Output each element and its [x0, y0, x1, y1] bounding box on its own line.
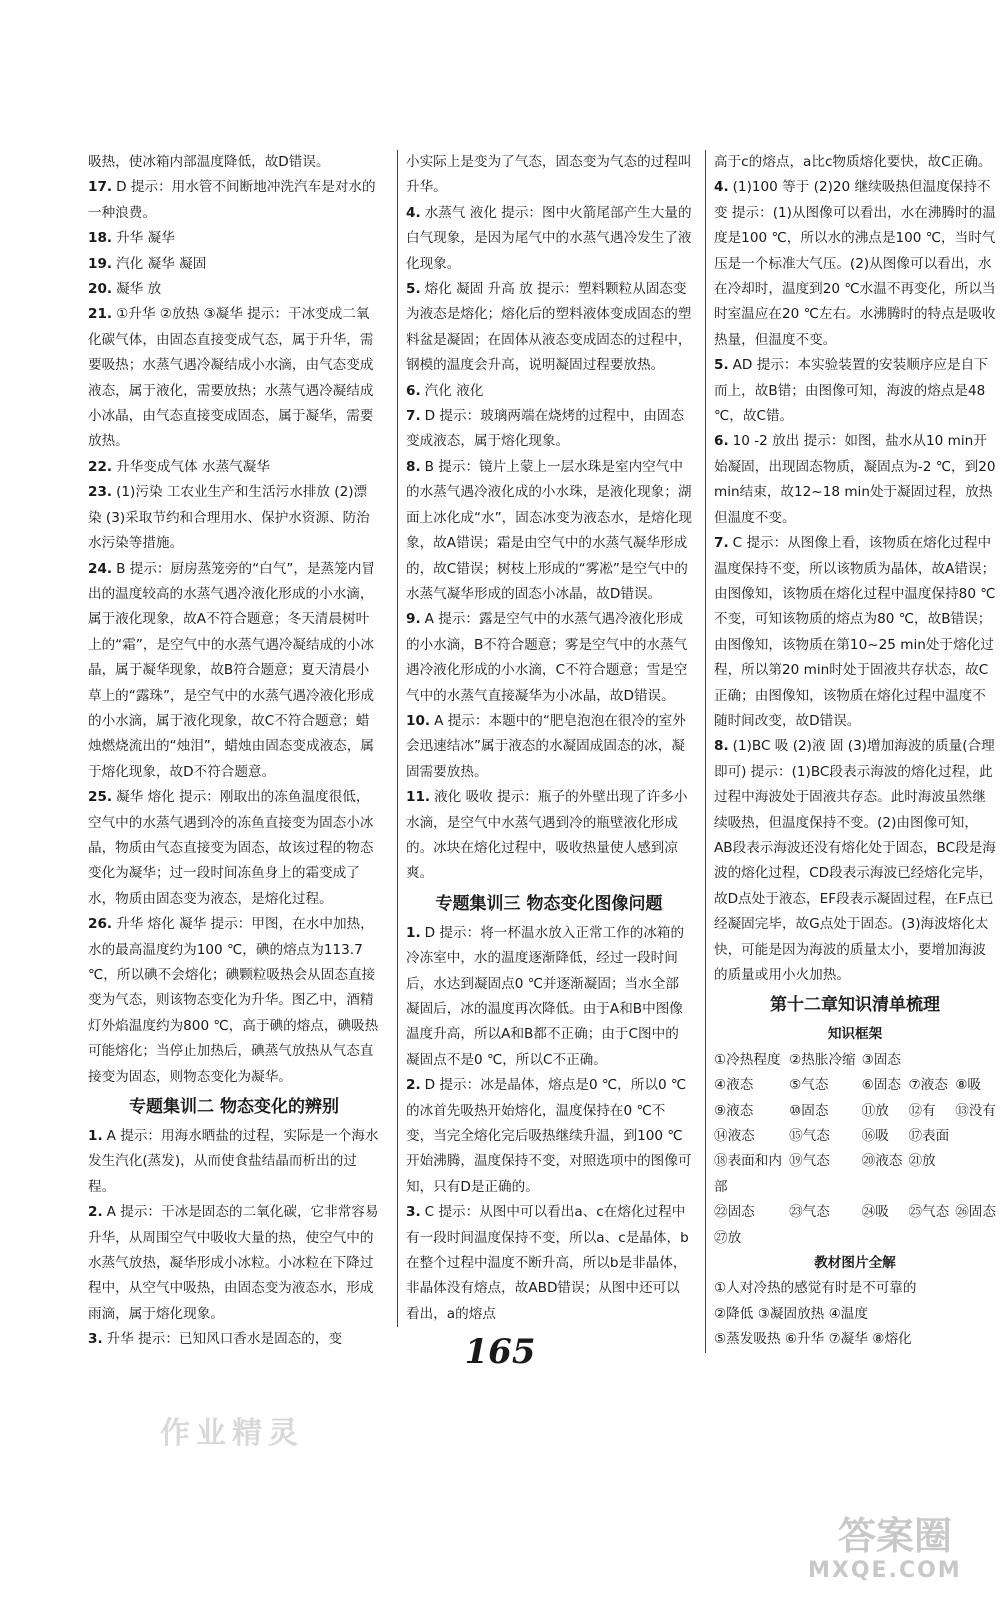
grid-cell: ㉗放: [714, 1229, 742, 1246]
item-text: B 提示：厨房蒸笼旁的“白气”，是蒸笼内冒出的温度较高的水蒸气遇冷液化形成的小水滴，属于液化现象，故A不符合题意；冬天清晨树叶上的“霜”，是空气中的水蒸气遇冷凝结成的小冰晶，属于凝华现象，故B符合题意；夏天清晨小草上的“露珠”，是空气中的水蒸气遇冷液化形成的小水滴，属于液化现象，故C不符合题意；蜡烛燃烧流出的“烛泪”，蜡烛由固态变成液态，属于熔化现象，故D不符合题意。: [88, 560, 375, 780]
answer-item: [714, 734, 996, 988]
item-number: 5.: [406, 281, 421, 298]
answer-item: [406, 379, 692, 404]
grid-cell: ⑨液态: [714, 1102, 754, 1119]
answer-item: [714, 150, 996, 175]
grid-cell: ⑦液态: [908, 1077, 948, 1094]
grid-cell: ⑥固态: [861, 1077, 902, 1094]
item-number: 17.: [88, 179, 113, 196]
answer-item: [88, 912, 380, 1090]
answer-item: [88, 277, 380, 302]
watermark-zuoye: 作业精灵: [160, 1416, 304, 1451]
item-text: 高于c的熔点，a比c物质熔化要快，故C正确。: [714, 154, 992, 170]
item-text: 水蒸气 液化 提示：图中火箭尾部产生大量的白气现象，是因为尾气中的水蒸气遇冷发生了液化现象。: [406, 204, 692, 272]
section-title: 专题集训二 物态变化的辨别: [129, 1097, 339, 1118]
answer-item: [406, 1200, 692, 1327]
answer-item: [406, 709, 692, 785]
item-number: 1.: [406, 924, 421, 941]
item-text: ②降低 ③凝固放热 ④温度: [714, 1305, 868, 1322]
answer-item: [88, 175, 380, 226]
grid-cell: ㉓气态: [789, 1204, 830, 1221]
grid-cell: ①冷热程度: [714, 1051, 781, 1068]
answer-item: [88, 1124, 380, 1200]
answer-item: [406, 607, 692, 709]
knowledge-grid: [714, 1048, 996, 1251]
grid-cell: ㉑放: [908, 1153, 936, 1170]
item-text: 汽化 凝华 凝固: [116, 255, 207, 272]
item-text: (1)BC 吸 (2)液 固 (3)增加海波的质量(合理即可) 提示：(1)BC段表示海波的熔化过程，此过程中海波处于固液共存态。此时海波虽然继续吸热，但温度保持不变。(2)由图像可知，AB段表示海波还没有熔化处于固态，BC段是海波的熔化过程，CD段表示海波已经熔化完毕，故D点处于液态，EF段表示凝固过程，在F点已经凝固完毕，故G点处于固态。(3)海波熔化太快，可能是因为海波的质量太小，要增加海波的质量或用小火加热。: [714, 738, 996, 983]
item-text: C 提示：从图像上看，该物质在熔化过程中温度保持不变，所以该物质为晶体，故A错误；由图像知，该物质在熔化过程中温度保持80 ℃不变，可知该物质的熔点为80 ℃，故B错误；由图像知，该物质在第10~25 min处于熔化过程，所以第20 min时处于固液共存状态，故C正确；由图像知，该物质在熔化过程中温度不随时间改变，故D错误。: [714, 535, 996, 729]
answer-item: [88, 1200, 380, 1327]
grid-cell: ㉖固态: [955, 1204, 996, 1221]
grid-cell: ⑮气态: [789, 1128, 830, 1145]
answer-item: [406, 921, 692, 1073]
item-number: 3.: [406, 1204, 421, 1221]
item-number: 10.: [406, 712, 431, 729]
answer-item: [88, 455, 380, 480]
subsection-title: 知识框架: [827, 1026, 883, 1043]
answer-item: [714, 1327, 996, 1352]
item-number: 4.: [714, 179, 729, 196]
item-number: 3.: [88, 1331, 103, 1348]
grid-cell: [908, 1048, 949, 1073]
answer-item: [406, 1073, 692, 1200]
grid-cell: ⑪放: [861, 1102, 889, 1119]
answer-item: [714, 175, 996, 353]
answer-item: [714, 353, 996, 429]
answer-item: [714, 531, 996, 734]
grid-cell: [955, 1124, 996, 1149]
item-text: A 提示：本题中的“肥皂泡泡在很冷的室外会迅速结冰”属于液态的水凝固成固态的冰，凝固需要放热。: [406, 712, 686, 780]
grid-cell: ⑰表面: [908, 1128, 950, 1145]
answer-item: [88, 252, 380, 277]
item-text: 小实际上是变为了气态，固态变为气态的过程叫升华。: [406, 154, 692, 196]
item-text: 熔化 凝固 升高 放 提示：塑料颗粒从固态变为液态是熔化；熔化后的塑料液体变成固态的塑料盆是凝固；在固体从液态变成固态的过程中，钢模的温度会升高，说明凝固过程要放热。: [406, 281, 692, 374]
item-number: 25.: [88, 789, 113, 806]
item-text: 凝华 熔化 提示：刚取出的冻鱼温度很低，空气中的水蒸气遇到冷的冻鱼直接变为固态小冰晶，物质由气态直接变为固态，故该过程的物态变化为凝华；过一段时间冻鱼身上的霜变成了水，物质由固态变为液态，是熔化过程。: [88, 789, 374, 907]
item-number: 20.: [88, 281, 113, 298]
item-number: 8.: [406, 458, 421, 475]
item-number: 7.: [714, 535, 729, 552]
item-number: 2.: [88, 1204, 103, 1221]
answer-item: [88, 785, 380, 912]
item-number: 9.: [406, 611, 421, 628]
section-title: 第十二章知识清单梳理: [770, 995, 940, 1016]
grid-cell: ⑤气态: [789, 1077, 829, 1094]
item-text: D 提示：冰是晶体，熔点是0 ℃，所以0 ℃的冰首先吸热开始熔化，温度保持在0 ℃不变，当完全熔化完后吸热继续升温，到100 ℃开始沸腾，温度保持不变，对照选项中的图像可知，只有D是正确的。: [406, 1077, 692, 1195]
grid-cell: ⑱表面和内部: [714, 1153, 782, 1195]
item-text: A 提示：用海水晒盐的过程，实际是一个海水发生汽化(蒸发)，从而使食盐结晶而析出的过程。: [88, 1128, 379, 1195]
answer-item: [406, 277, 692, 379]
item-text: 升华 熔化 凝华 提示：甲图，在水中加热，水的最高温度约为100 ℃，碘的熔点为113.7 ℃，所以碘不会熔化；碘颗粒吸热会从固态直接变为气态，则该物态变化为升华。图乙中，酒精灯外焰温度约为800 ℃，高于碘的熔点，碘吸热可能熔化；当停止加热后，碘蒸气放热从气态直接变为固态，则物态变化为凝华。: [88, 916, 379, 1085]
grid-cell: ㉔吸: [861, 1204, 889, 1221]
grid-cell: ⑬没有: [955, 1102, 996, 1119]
answer-item: [714, 429, 996, 531]
item-number: 24.: [88, 560, 113, 577]
grid-cell: ③固态: [861, 1051, 902, 1068]
item-text: AD 提示：本实验装置的安装顺序应是自下而上，故B错；由图像可知，海波的熔点是48 ℃，故C错。: [714, 357, 988, 425]
answer-column-left: [88, 150, 380, 1353]
grid-cell: ㉕气态: [908, 1204, 950, 1221]
answer-item: [714, 1302, 996, 1327]
answer-item: [88, 557, 380, 786]
watermark-url: MXQE.COM: [808, 1558, 962, 1583]
item-number: 23.: [88, 484, 113, 501]
grid-cell: [908, 1226, 949, 1251]
item-text: 汽化 液化: [424, 382, 484, 399]
item-number: 4.: [406, 204, 421, 221]
grid-cell: ㉒固态: [714, 1204, 755, 1221]
item-text: (1)100 等于 (2)20 继续吸热但温度保持不变 提示：(1)从图像可以看出，水在沸腾时的温度是100 ℃，所以水的沸点是100 ℃，当时气压是一个标准大气压。(2)从图像可以看出，水在冷却时，温度到20 ℃水温不再变化，所以当时室温应在20 ℃左右。水沸腾时的特点是吸收热量，但温度不变。: [714, 179, 996, 348]
item-text: 液化 吸收 提示：瓶子的外壁出现了许多小水滴，是空气中水蒸气遇到冷的瓶壁液化形成的。冰块在熔化过程中，吸收热量使人感到凉爽。: [406, 789, 688, 882]
item-text: D 提示：用水管不间断地冲洗汽车是对水的一种浪费。: [88, 179, 376, 221]
item-number: 21.: [88, 306, 113, 323]
answer-item: [88, 150, 380, 175]
item-number: 7.: [406, 408, 421, 425]
grid-cell: ⑫有: [908, 1102, 936, 1119]
item-number: 6.: [406, 382, 421, 399]
grid-cell: ④液态: [714, 1077, 754, 1094]
answer-item: [406, 404, 692, 455]
item-number: 8.: [714, 738, 729, 755]
answer-item: [406, 201, 692, 277]
item-text: 升华 凝华: [116, 230, 175, 247]
item-number: 6.: [714, 433, 729, 450]
answer-item: [88, 302, 380, 454]
item-text: 升华 提示：已知风口香水是固态的，变: [106, 1331, 343, 1348]
grid-cell: [862, 1226, 903, 1251]
watermark-logo: 答案圈: [838, 1514, 953, 1558]
item-number: 11.: [406, 789, 431, 806]
item-text: D 提示：玻璃两端在烧烤的过程中，由固态变成液态，属于熔化现象。: [406, 408, 685, 450]
item-number: 5.: [714, 357, 729, 374]
answer-column-middle: [397, 150, 692, 1327]
page-number: 165: [464, 1332, 536, 1372]
answer-item: [406, 455, 692, 607]
answer-item: [88, 226, 380, 251]
grid-cell: [789, 1226, 856, 1251]
item-text: A 提示：干冰是固态的二氧化碳，它非常容易升华，从周围空气中吸收大量的热，使空气中的水蒸气放热，凝华形成小冰粒。小冰粒在下降过程中，从空气中吸热，由固态变为液态水，形成雨滴，属于熔化现象。: [88, 1204, 379, 1322]
item-text: (1)污染 工农业生产和生活污水排放 (2)漂染 (3)采取节约和合理用水、保护水资源、防治水污染等措施。: [88, 484, 370, 552]
answer-item: [88, 1327, 380, 1352]
item-text: 吸热，使冰箱内部温度降低，故D错误。: [88, 154, 330, 170]
item-text: D 提示：将一杯温水放入正常工作的冰箱的冷冻室中，水的温度逐渐降低，经过一段时间后，水达到凝固点0 ℃并逐渐凝固；当水全部凝固后，冰的温度再次降低。由于A和B中图像温度升高，所以A和B都不正确；由于C图中的凝固点不是0 ℃，所以C不正确。: [406, 924, 685, 1068]
grid-cell: ⑯吸: [861, 1128, 889, 1145]
item-number: 26.: [88, 916, 113, 933]
item-text: 升华变成气体 水蒸气凝华: [116, 458, 270, 475]
item-text: B 提示：镜片上蒙上一层水珠是室内空气中的水蒸气遇冷液化成的小水珠，是液化现象；湖面上冰化成“水”，固态冰变为液态水，是熔化现象，故A错误；霜是由空气中的水蒸气凝华形成的，故C错误；树枝上形成的“雾凇”是空气中的水蒸气凝华形成的固态小冰晶，故D错误。: [406, 458, 692, 602]
grid-cell: ②热胀冷缩: [789, 1051, 856, 1068]
answer-item: [88, 480, 380, 556]
answer-item: [714, 1276, 996, 1301]
grid-cell: ⑳液态: [861, 1153, 903, 1170]
grid-cell: ⑭液态: [714, 1128, 755, 1145]
grid-cell: [955, 1226, 996, 1251]
grid-cell: [955, 1149, 996, 1200]
grid-cell: [955, 1048, 996, 1073]
grid-cell: ⑧吸: [955, 1077, 981, 1094]
item-number: 2.: [406, 1077, 421, 1094]
item-number: 22.: [88, 458, 113, 475]
grid-cell: ⑲气态: [789, 1153, 830, 1170]
item-text: C 提示：从图中可以看出a、c在熔化过程中有一段时间温度保持不变，所以a、c是晶体，b在整个过程中温度不断升高，所以b是非晶体，非晶体没有熔点，故ABD错误；从图中还可以看出，a的熔点: [406, 1204, 689, 1322]
item-text: ①升华 ②放热 ③凝华 提示：干冰变成二氧化碳气体，由固态直接变成气态，属于升华，需要吸热；水蒸气遇冷凝结成小水滴，由气态变成液态，属于液化，需要放热；水蒸气遇冷凝结成小冰晶，由气态直接变成固态，属于凝华，需要放热。: [88, 306, 374, 450]
item-number: 19.: [88, 255, 113, 272]
item-text: 10 -2 放出 提示：如图，盐水从10 min开始凝固，出现固态物质，凝固点为-2 ℃，到20 min结束，故12~18 min处于凝固过程，放热但温度不变。: [714, 433, 996, 526]
section-title: 专题集训三 物态变化图像问题: [435, 893, 663, 914]
grid-cell: ⑩固态: [789, 1102, 829, 1119]
item-number: 1.: [88, 1128, 103, 1145]
item-text: ①人对冷热的感觉有时是不可靠的: [714, 1280, 917, 1297]
item-text: ⑤蒸发吸热 ⑥升华 ⑦凝华 ⑧熔化: [714, 1331, 912, 1348]
answer-column-right: [705, 150, 996, 1353]
item-text: 凝华 放: [116, 281, 162, 298]
answer-item: [406, 785, 692, 887]
answer-item: [406, 150, 692, 201]
item-number: 18.: [88, 230, 113, 247]
subsection-title: 教材图片全解: [814, 1255, 896, 1272]
item-text: A 提示：露是空气中的水蒸气遇冷液化形成的小水滴，B不符合题意；雾是空气中的水蒸气遇冷液化形成的小水滴，C不符合题意；雪是空气中的水蒸气直接凝华为小冰晶，故D错误。: [406, 611, 688, 704]
